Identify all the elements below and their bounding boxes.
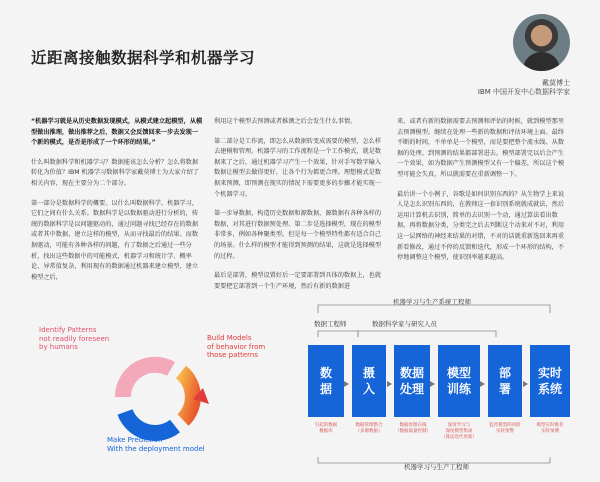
stage-ingest: 摄 入	[352, 345, 386, 417]
stage-note: 监控模型的风险 实时预警	[489, 423, 521, 434]
paragraph: 最后讲一个小例子，谷歌是如何识别东西的？从生物学上来说人是怎么识别东西的，在教师这一套识别系统就成就法，然后运用计算机去识别，简单的去识别一个动，通过算法看出数据。再将数据分类，分类完之后去判断这个动来对不对，利用这一层网络的神经来结果的对错，不对的话就重新选回来再重新看修改，通过不停的反馈和迭代，形成一个环形的结构，不停地调整这个模型，使识别率越来越高。	[397, 190, 565, 262]
paragraph: 第一部分是数据科学的概要。以什么叫数据科学、机器学习，它们之间有什么关系。数据科学是以数据驱动进行分析的，传统的数据科学是以问题驱动的，通过问题寻找已经存在的数据或者其中数据，建立这样的模型，从而寻找最后的结果。而数据驱动，可能有各种各样的问题，有了数据之后通过一些分析，找出这些数据中的可能模式，机器学习和统计学、概率论、异常值复杂，利用现有的数据通过机器来建立模型，建立模型之后，	[31, 199, 199, 281]
orange-arc	[181, 372, 193, 420]
stage-realtime: 实时 系统	[530, 345, 570, 417]
paragraph: 最后是部署，模型设置好后一定要部署到具体的数据上，也就要要把它部署到一个生产环境，然后有新的数据进	[214, 272, 382, 290]
paragraph: 利用这个模型去预测或者推测之后会发生什么事情。	[214, 118, 357, 125]
cycle-label-identify: Identify Patterns not readily foreseen by humans	[39, 326, 110, 351]
article-column-3	[397, 117, 569, 273]
article-column-2	[214, 117, 386, 301]
ml-pipeline-diagram	[300, 297, 572, 472]
article-column-1	[31, 117, 203, 292]
stage-deploy: 部 署	[488, 345, 522, 417]
stage-training: 模型 训练	[438, 345, 480, 417]
label-data-scientist: 数据科学家与研究人员	[372, 320, 437, 328]
pull-quote: “机器学习就是从历史数据发现模式，从模式建立起模型，从模型做出推理，做出推荐之后，数据又会反馈回来一步去发现一个新的模式，是否是形成了一个环形的结果。”	[31, 118, 203, 147]
ml-cycle-diagram	[31, 320, 291, 474]
author-photo	[513, 14, 570, 71]
stage-note: 引起的数据 数据库	[314, 423, 338, 434]
author-caption	[478, 79, 570, 97]
stage-note: 深度学习与 深度模型集成 （算法迭代更新）	[441, 423, 477, 440]
stage-note: 模型实时推荐 实时预测	[536, 423, 564, 434]
flow-bottom-title: 机器学习与生产工程师	[404, 463, 469, 471]
cycle-label-build: Build Models of behavior from those patterns	[207, 334, 266, 359]
stage-data: 数 据	[308, 345, 344, 417]
paragraph: 第一步导数据，构造历史数据和源数据，源数据有各种各样的数据，对其进行数据预处理。第二步是选择模型，现在的模型非常多，例如各种聚类型。但是每一个模型特性都有适合自己的场景。什么样的模型才能得到预测的结果，这就是选择模型的过程。	[214, 210, 382, 260]
stage-processing: 数据 处理	[394, 345, 430, 417]
paragraph: 第二部分是工作流，即怎么从数据转变成需要的模型，怎么样去建模和管理。机器学习的工作流程是一个工作模式，就是数据来了之后，通过机器学习产生一个效果，针对手写数字输入数据让模型去做得更好，让各个行为都更合理。理想模式是数据来预测，即预测在现实的情况下需要更多的步骤才能实现一个机器学习。	[214, 137, 382, 198]
stage-note: 数据处理在线 （数据质量控制）	[395, 423, 431, 434]
flow-top-title: 机器学习与生产系统工程师	[393, 298, 471, 306]
author-affiliation: IBM 中国开发中心数据科学家	[477, 88, 570, 96]
paragraph: 什么叫数据科学和机器学习？数据能该怎么分析？怎么将数据转化为价值？IBM 机器学习数据科学家戴莫博士为大家介绍了相关内容，现在主要分为二个部分。	[31, 158, 200, 187]
page-title: 近距离接触数据科学和机器学习	[31, 49, 256, 67]
label-data-engineer: 数据工程师	[314, 320, 347, 328]
cycle-label-predict: Make Prediction With the deployment model	[107, 436, 205, 453]
stage-note: 数据管理整合 （多源数据）	[355, 423, 383, 434]
paragraph: 来，或者有新的数据需要去预测和评估的时候，就到模型那里去预测模型。继续在处理一些新的数据和评估环境上面。最终不断的时间，不单单是一个模型，而是要把整个流水线、从数据的处理、到预测的结果都部署进去。模型部署完以后会产生一个效果，如为数据产生预测模型又有一个偏差，所以这个模型可能会失真，所以就需要在重新调整一下。	[397, 118, 565, 178]
author-name: 戴莫博士	[542, 79, 570, 87]
